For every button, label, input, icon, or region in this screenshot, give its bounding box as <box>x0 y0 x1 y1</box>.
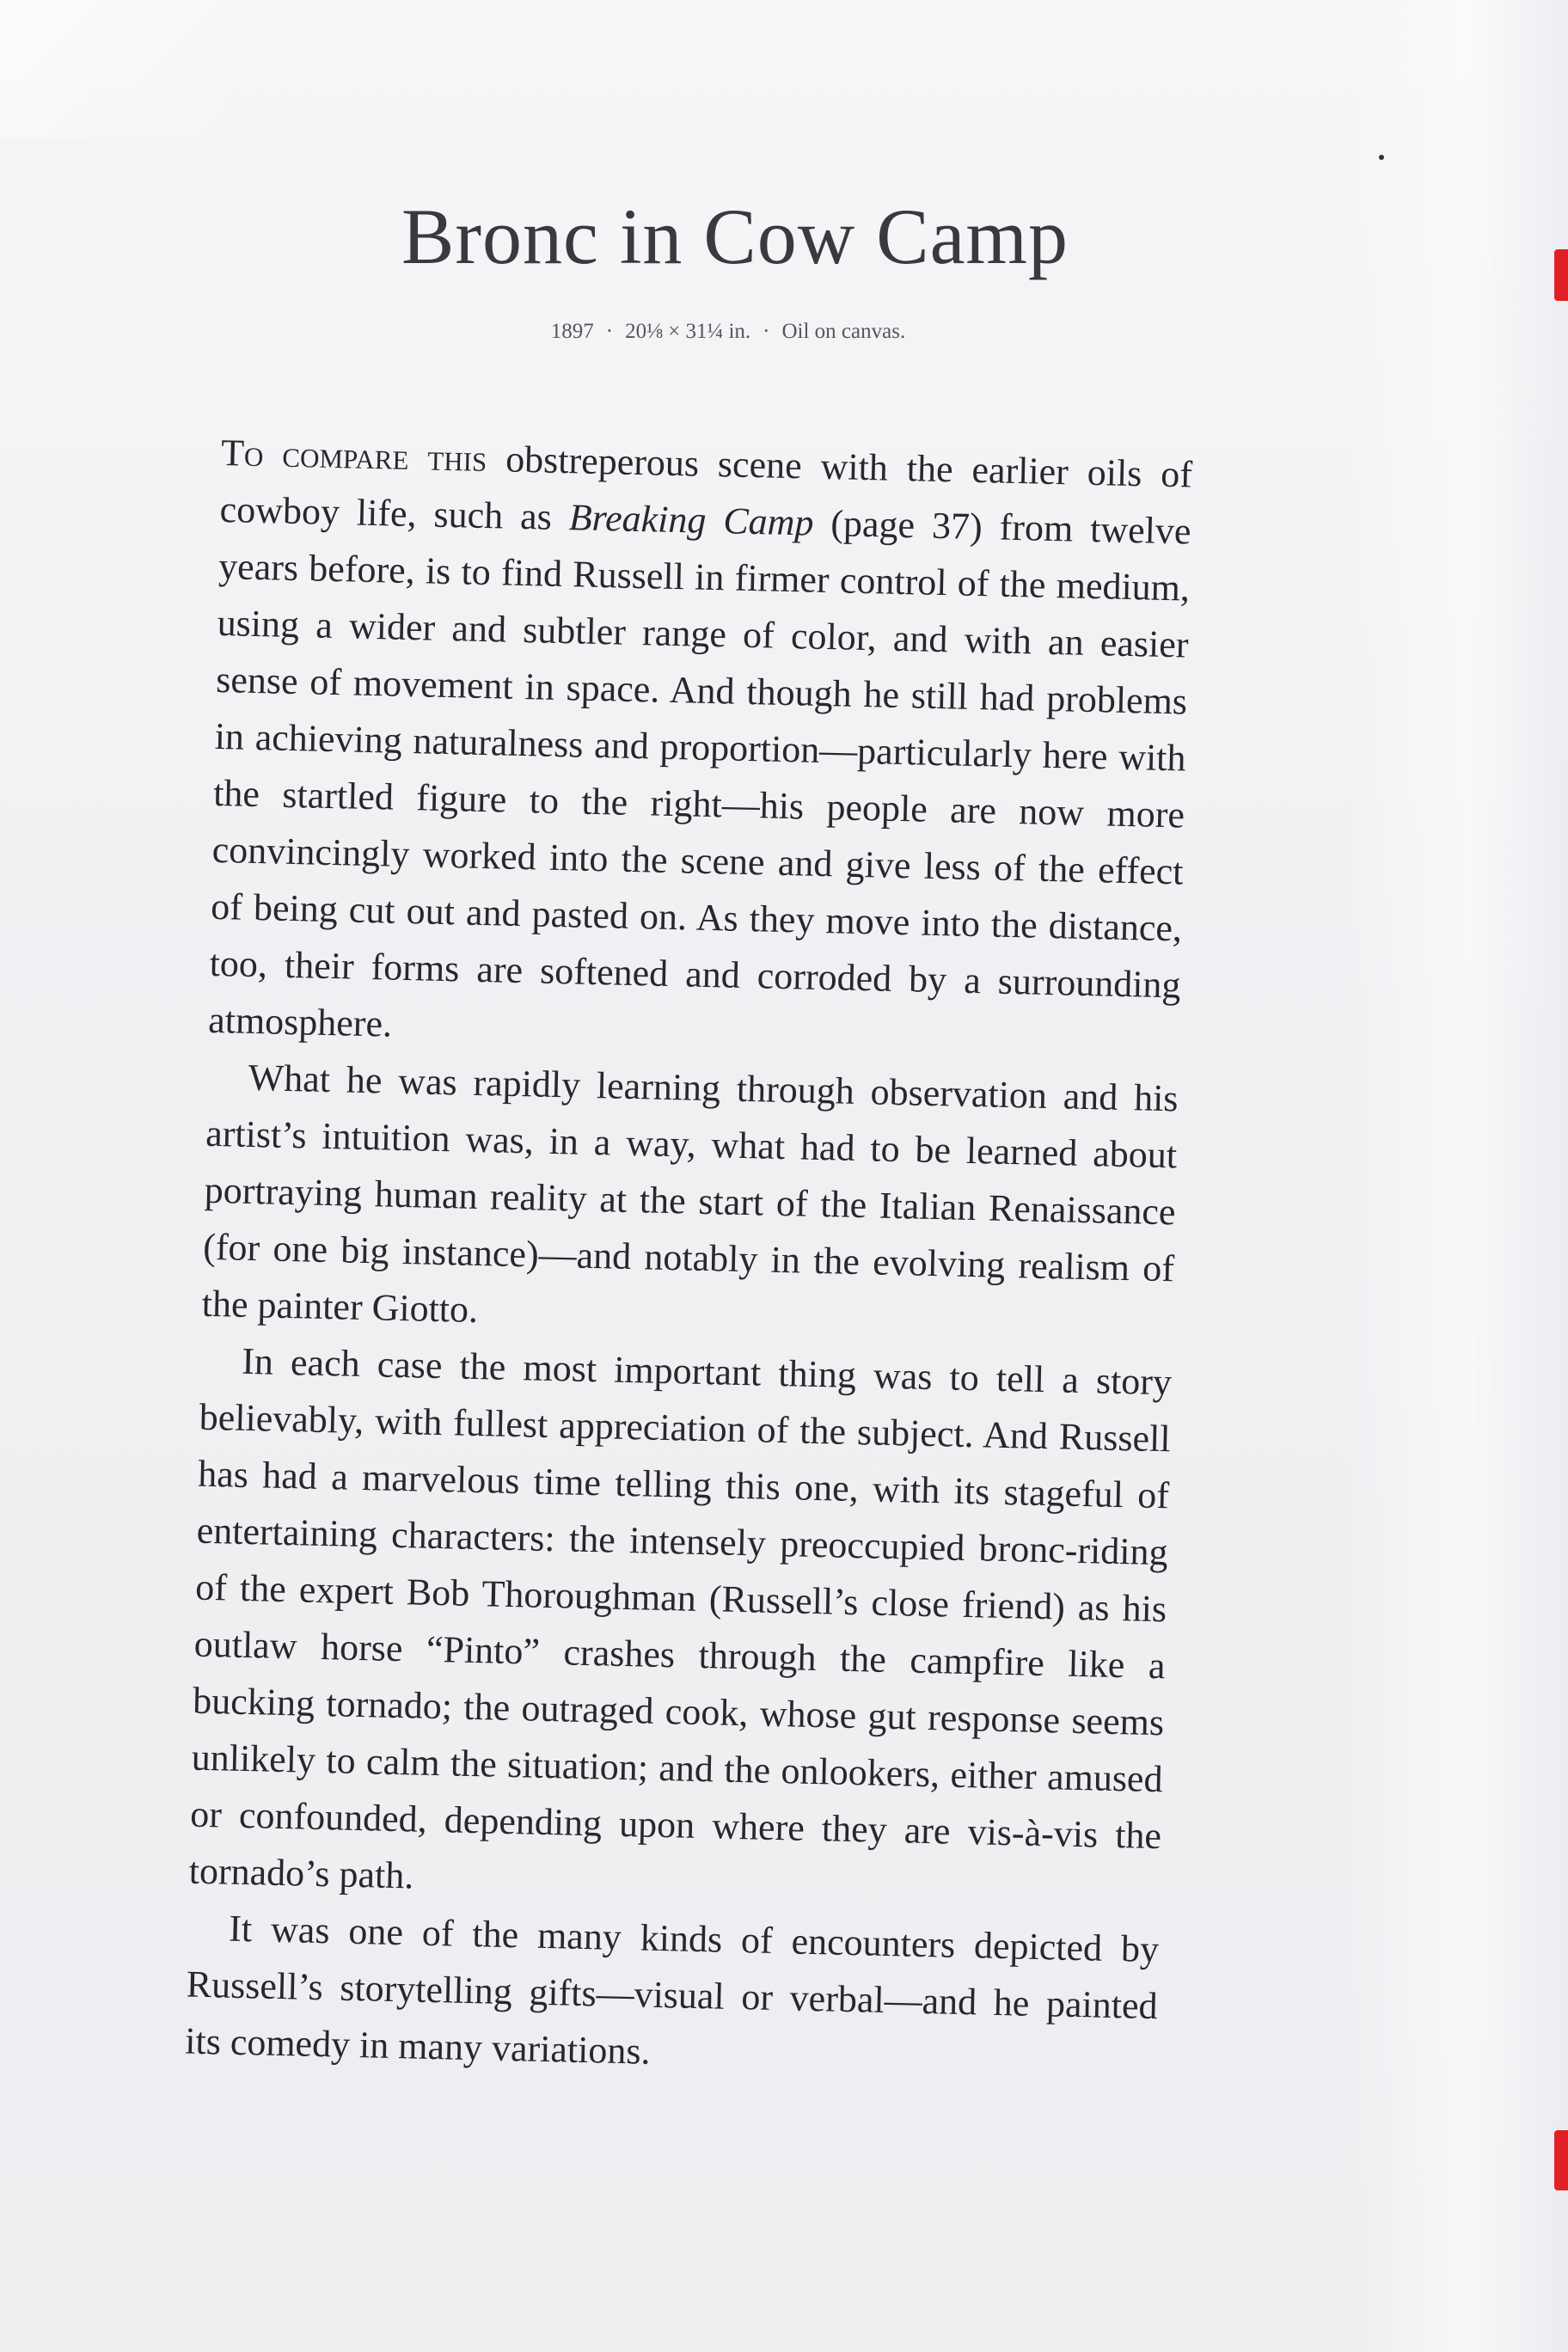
referenced-work-title: Breaking Camp <box>568 496 815 544</box>
paragraph-lead-in: To compare this <box>220 431 487 480</box>
red-tab-marker-top <box>1554 249 1568 301</box>
plastic-sleeve-edge <box>1344 0 1568 2352</box>
paragraph-1 <box>208 425 1193 1070</box>
plastic-sleeve-corner <box>0 0 224 138</box>
paragraph-4: It was one of the many kinds of encounters depicted by Russell’s storytelling gifts—visual or verbal—and he painted its comedy in many variations. <box>184 1907 1160 2073</box>
paragraph-1-text-b: (page 37) from twelve years before, is to find Russell in firmer control of the medium, using a wider and subtler range of color, and with an easier sense of movement in space. And though he still had problems in achieving naturalness and proportion—particularly here with the startled figure to the right—his people are now more convincingly worked into the scene and give less of the effect of being cut out and pasted on. As they move into the distance, too, their forms are softened and corroded by a surrounding atmosphere. <box>207 501 1192 1045</box>
dust-speck <box>1379 155 1384 160</box>
artwork-year: 1897 <box>550 320 594 343</box>
page-title: Bronc in Cow Camp <box>401 193 1069 280</box>
artwork-details <box>0 320 1456 344</box>
paragraph-2: What he was rapidly learning through observation and his artist’s intuition was, in a way, what had to be learned about portraying human reality at the start of the Italian Renaissance (for one big instance)—and notably in the evolving realism of the painter Giotto. <box>201 1056 1179 1332</box>
artwork-dimensions: 20⅛ × 31¼ in. <box>625 320 751 343</box>
paragraph-3: In each case the most important thing was to tell a story believably, with fullest appreciation of the subject. And Russell has had a marvelous time telling this one, with its stageful of entertaining characters: the intensely preoccupied bronc-riding of the expert Bob Thoroughman (Russell’s close friend) as his outlaw horse “Pinto” crashes through the campfire like a bucking tornado; the outraged cook, whose gut response seems unlikely to calm the situation; and the onlookers, either amused or confounded, depending upon where they are vis-à-vis the tornado’s path. <box>188 1339 1173 1897</box>
artwork-medium: Oil on canvas. <box>781 320 906 343</box>
separator-dot: · <box>763 320 770 343</box>
body-text <box>185 425 1193 2092</box>
paragraph-1-text-a: obstreperous scene with the earlier oils of cowboy life, such as <box>219 438 1193 539</box>
red-tab-marker-bottom <box>1554 2130 1568 2190</box>
separator-dot: · <box>605 320 614 343</box>
